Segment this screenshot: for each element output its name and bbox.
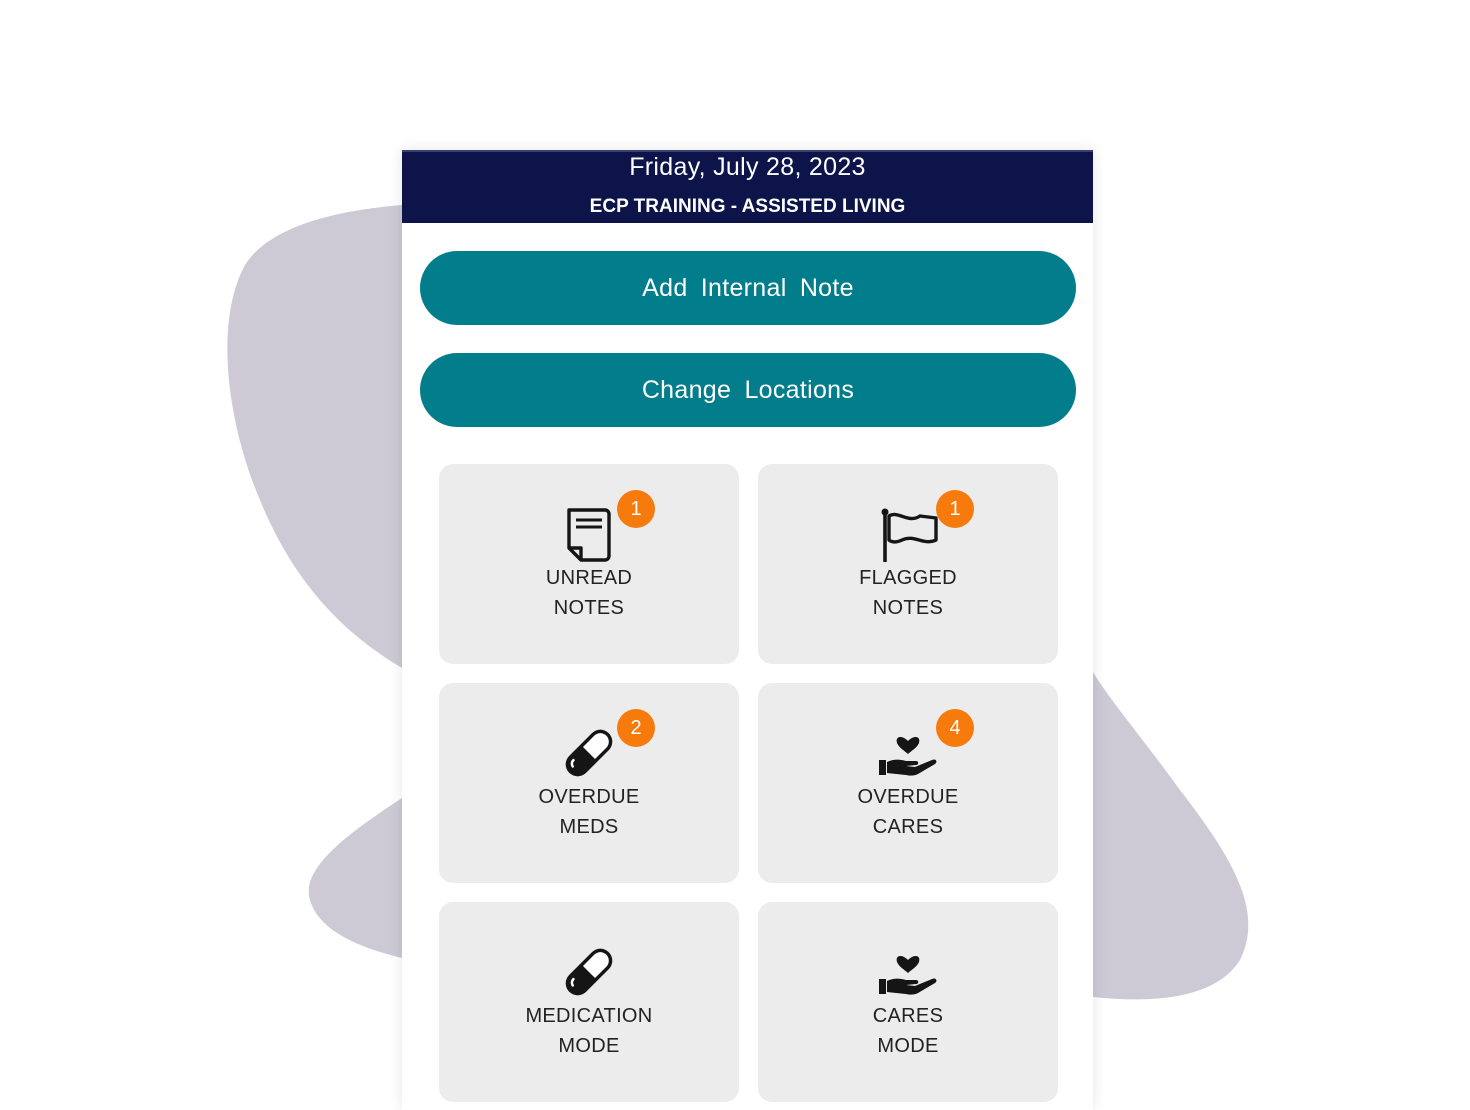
tile-label-line: NOTES [553, 597, 625, 619]
tile-label-line: MODE [877, 1035, 939, 1057]
tile-label [439, 782, 739, 842]
current-date: Friday, July 28, 2023 [629, 153, 866, 181]
add-internal-note-button[interactable]: Add Internal Note [420, 251, 1076, 325]
pill-icon [559, 942, 619, 1002]
tile-label [439, 1001, 739, 1061]
tile-label-line: NOTES [872, 597, 944, 619]
pill-icon [559, 723, 619, 783]
hand-heart-icon [878, 723, 938, 783]
unread-notes-count-badge: 1 [617, 490, 655, 528]
unread-notes-tile[interactable] [439, 464, 739, 664]
flagged-notes-tile[interactable] [758, 464, 1058, 664]
tile-label-line: MEDICATION [525, 1005, 653, 1027]
facility-name: ECP TRAINING - ASSISTED LIVING [589, 196, 906, 217]
tile-label-line: OVERDUE [857, 786, 959, 808]
note-icon [559, 504, 619, 564]
app-screen [402, 150, 1093, 1110]
tile-label [758, 782, 1058, 842]
app-header [402, 150, 1093, 223]
cares-mode-tile[interactable] [758, 902, 1058, 1102]
flagged-notes-count-badge: 1 [936, 490, 974, 528]
tile-label-line: CARES [872, 1005, 944, 1027]
overdue-cares-count-badge: 4 [936, 709, 974, 747]
tile-label [439, 563, 739, 623]
overdue-cares-tile[interactable] [758, 683, 1058, 883]
overdue-meds-count-badge: 2 [617, 709, 655, 747]
tile-label-line: CARES [872, 816, 944, 838]
tile-label-line: UNREAD [545, 567, 633, 589]
tile-label-line: MEDS [559, 816, 619, 838]
flag-icon [878, 504, 938, 564]
change-locations-button[interactable]: Change Locations [420, 353, 1076, 427]
tile-label-line: FLAGGED [859, 567, 957, 589]
overdue-meds-tile[interactable] [439, 683, 739, 883]
tile-label-line: MODE [558, 1035, 620, 1057]
hand-heart-icon [878, 942, 938, 1002]
tile-label [758, 1001, 1058, 1061]
tile-label [758, 563, 1058, 623]
medication-mode-tile[interactable] [439, 902, 739, 1102]
tile-label-line: OVERDUE [538, 786, 640, 808]
